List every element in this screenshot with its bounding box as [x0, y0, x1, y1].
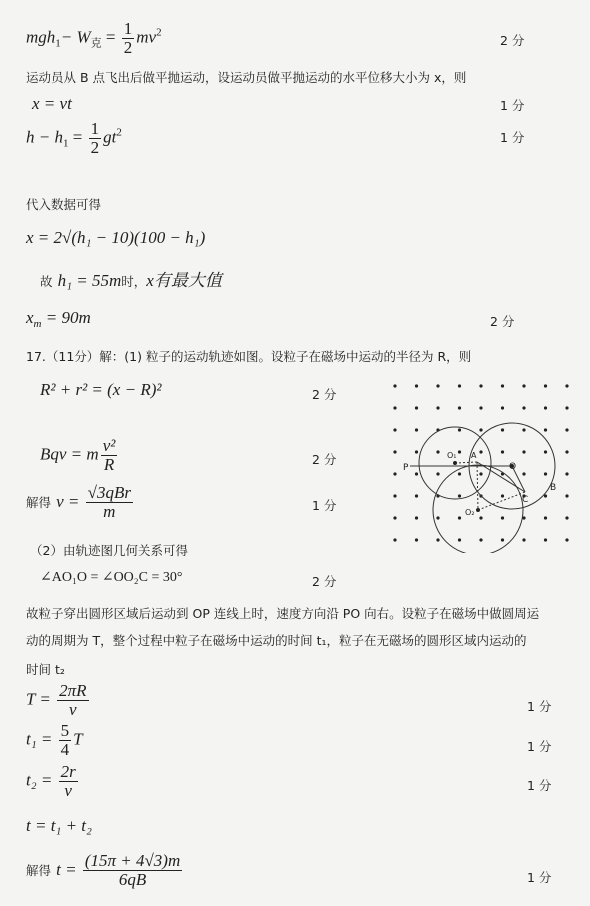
fraction-numerator: 1	[90, 119, 100, 138]
equation-angle: ∠AO₁O = ∠OO₂C = 30°	[40, 570, 183, 585]
field-dot	[565, 450, 568, 453]
eq-text: 时，	[121, 274, 147, 289]
field-dot	[415, 494, 418, 497]
field-dot	[415, 516, 418, 519]
paragraph: 运动员从 B 点飞出后做平抛运动，设运动员做平抛运动的水平位移大小为 x，则	[26, 70, 467, 85]
eq-sup: 2	[156, 26, 162, 39]
equation-t-sum: t = t₁ + t₂	[26, 816, 92, 835]
score-mark: 1 分	[500, 98, 525, 113]
score-mark: 1 分	[527, 739, 552, 754]
eq-sub: 1	[55, 37, 61, 50]
field-dot	[415, 428, 418, 431]
field-dot	[479, 406, 482, 409]
eq-term: T	[73, 729, 83, 749]
field-dot	[522, 384, 525, 387]
field-dot	[393, 516, 396, 519]
score-mark: 2 分	[490, 314, 515, 329]
field-dot	[544, 472, 547, 475]
field-dot	[544, 516, 547, 519]
paragraph: 故粒子穿出圆形区域后运动到 OP 连线上时，速度方向沿 PO 向右。设粒子在磁场中做圆周运	[26, 606, 540, 621]
fraction	[83, 852, 182, 889]
equation-velocity	[26, 484, 135, 521]
paragraph: 动的周期为 T，整个过程中粒子在磁场中运动的时间 t₁，粒子在无磁场的圆形区域内运动的	[26, 633, 527, 648]
field-dot	[544, 450, 547, 453]
fraction-denominator: 6qB	[118, 869, 147, 889]
field-dot	[522, 538, 525, 541]
field-dot-grid	[393, 384, 568, 541]
equation-fall	[26, 120, 122, 157]
fraction	[57, 682, 88, 719]
fraction	[86, 484, 133, 521]
fraction	[59, 763, 78, 800]
equation-xm	[26, 308, 91, 330]
eq-term: x有最大值	[146, 271, 222, 290]
eq-term: h₁ = 55m	[57, 271, 122, 290]
score-mark: 2 分	[312, 452, 337, 467]
fraction	[122, 20, 135, 57]
eq-sub: 1	[62, 137, 69, 150]
equation-radius: R² + r² = (x − R)²	[40, 380, 162, 399]
field-dot	[544, 428, 547, 431]
field-dot	[415, 450, 418, 453]
question-17-heading: 17.（11分）解：(1) 粒子的运动轨迹如图。设粒子在磁场中运动的半径为 R，则	[26, 349, 472, 364]
field-dot	[479, 516, 482, 519]
score-mark: 2 分	[500, 33, 525, 48]
score-mark: 1 分	[312, 498, 337, 513]
fraction-denominator: v	[64, 780, 72, 800]
field-dot	[501, 516, 504, 519]
eq-term: h − h	[26, 127, 63, 147]
field-dot	[479, 384, 482, 387]
equation-x-result: x = 2√(h₁ − 10)(100 − h₁)	[26, 228, 206, 247]
point-o2	[476, 508, 480, 512]
field-dot	[458, 494, 461, 497]
field-dot	[565, 494, 568, 497]
score-mark: 2 分	[312, 574, 337, 589]
fraction-numerator: 2r	[60, 762, 76, 781]
equation-t1	[26, 722, 83, 759]
field-dot	[458, 384, 461, 387]
field-dot	[479, 428, 482, 431]
fraction-numerator: 2πR	[59, 681, 87, 700]
eq-term: gt	[103, 127, 117, 147]
score-mark: 1 分	[500, 130, 525, 145]
fraction	[89, 120, 102, 157]
field-dot	[565, 428, 568, 431]
equation-h1-max	[40, 266, 222, 291]
eq-term: Bqv = m	[40, 444, 99, 464]
field-dot	[501, 384, 504, 387]
eq-term: mgh	[26, 27, 56, 47]
eq-term: T =	[26, 689, 56, 709]
field-dot	[436, 516, 439, 519]
eq-equals: =	[68, 127, 87, 147]
field-dot	[436, 472, 439, 475]
line-ao2	[477, 462, 478, 510]
field-dot	[522, 406, 525, 409]
field-dot	[458, 428, 461, 431]
eq-equals: =	[101, 27, 120, 47]
eq-text: 解得	[26, 494, 52, 510]
trajectory-figure	[385, 378, 585, 553]
field-dot	[544, 406, 547, 409]
field-dot	[565, 406, 568, 409]
field-dot	[565, 538, 568, 541]
field-dot	[436, 450, 439, 453]
field-dot	[479, 472, 482, 475]
field-dot	[415, 538, 418, 541]
field-dot	[458, 406, 461, 409]
field-dot	[458, 472, 461, 475]
field-dot	[415, 406, 418, 409]
fraction-denominator: R	[103, 454, 115, 474]
field-dot	[565, 472, 568, 475]
eq-text: 解得	[26, 862, 52, 878]
eq-text: 故	[40, 274, 53, 289]
field-dot	[393, 538, 396, 541]
field-dot	[393, 472, 396, 475]
field-dot	[479, 538, 482, 541]
score-mark: 2 分	[312, 387, 337, 402]
equation-lorentz	[40, 437, 119, 474]
paragraph: 时间 t₂	[26, 662, 65, 677]
field-dot	[393, 406, 396, 409]
fraction-denominator: m	[103, 501, 116, 521]
eq-term: v =	[56, 491, 84, 511]
fraction-numerator: v²	[102, 436, 116, 455]
point-o1	[453, 461, 457, 465]
field-dot	[458, 450, 461, 453]
fraction-denominator: 2	[123, 37, 133, 57]
field-dot	[436, 406, 439, 409]
fraction	[59, 722, 72, 759]
label-c: C	[522, 495, 529, 505]
line-o1a	[455, 462, 477, 463]
field-dot	[458, 538, 461, 541]
score-mark: 1 分	[527, 699, 552, 714]
eq-term: − W	[60, 27, 91, 47]
equation-x-vt: x = vt	[32, 94, 72, 113]
field-dot	[458, 516, 461, 519]
field-dot	[544, 384, 547, 387]
paragraph: 代入数据可得	[26, 197, 102, 212]
field-dot	[565, 384, 568, 387]
field-dot	[393, 450, 396, 453]
fraction	[101, 437, 118, 474]
equation-period	[26, 682, 91, 719]
field-dot	[501, 538, 504, 541]
label-p: P	[403, 463, 409, 473]
score-mark: 1 分	[527, 778, 552, 793]
fraction-numerator: (15π + 4√3)m	[84, 851, 181, 870]
fraction-denominator: 2	[90, 137, 100, 157]
field-dot	[436, 384, 439, 387]
fraction-denominator: v	[69, 699, 77, 719]
part-2-heading: （2）由轨迹图几何关系可得	[30, 543, 188, 558]
field-dot	[415, 472, 418, 475]
fraction-denominator: 4	[60, 739, 70, 759]
label-b: B	[550, 483, 557, 493]
field-dot	[544, 538, 547, 541]
eq-term: t =	[56, 859, 81, 879]
equation-t2	[26, 763, 80, 800]
field-dot	[522, 472, 525, 475]
fraction-numerator: 1	[123, 19, 133, 38]
field-dot	[415, 384, 418, 387]
eq-term: = 90m	[41, 308, 91, 327]
label-o1: O₁	[447, 451, 457, 460]
fraction-numerator: √3qBr	[87, 483, 131, 502]
eq-sub: 克	[90, 37, 102, 50]
field-dot	[393, 494, 396, 497]
field-dot	[501, 428, 504, 431]
label-o2: O₂	[465, 508, 475, 517]
eq-sub: m	[33, 318, 42, 330]
eq-sup: 2	[116, 126, 122, 139]
label-a: A	[471, 451, 477, 460]
field-dot	[436, 538, 439, 541]
eq-term: t₁ =	[26, 729, 57, 749]
field-dot	[522, 450, 525, 453]
field-dot	[501, 450, 504, 453]
score-mark: 1 分	[527, 870, 552, 885]
field-dot	[393, 384, 396, 387]
eq-term: x	[26, 308, 34, 327]
eq-term: mv	[136, 27, 157, 47]
equation-energy	[26, 20, 162, 57]
field-dot	[501, 494, 504, 497]
field-dot	[479, 450, 482, 453]
equation-t-result	[26, 852, 184, 889]
fraction-numerator: 5	[60, 721, 70, 740]
field-dot	[522, 428, 525, 431]
field-dot	[393, 428, 396, 431]
field-dot	[565, 516, 568, 519]
eq-term: t₂ =	[26, 770, 57, 790]
label-o: O	[509, 462, 517, 472]
field-dot	[501, 406, 504, 409]
